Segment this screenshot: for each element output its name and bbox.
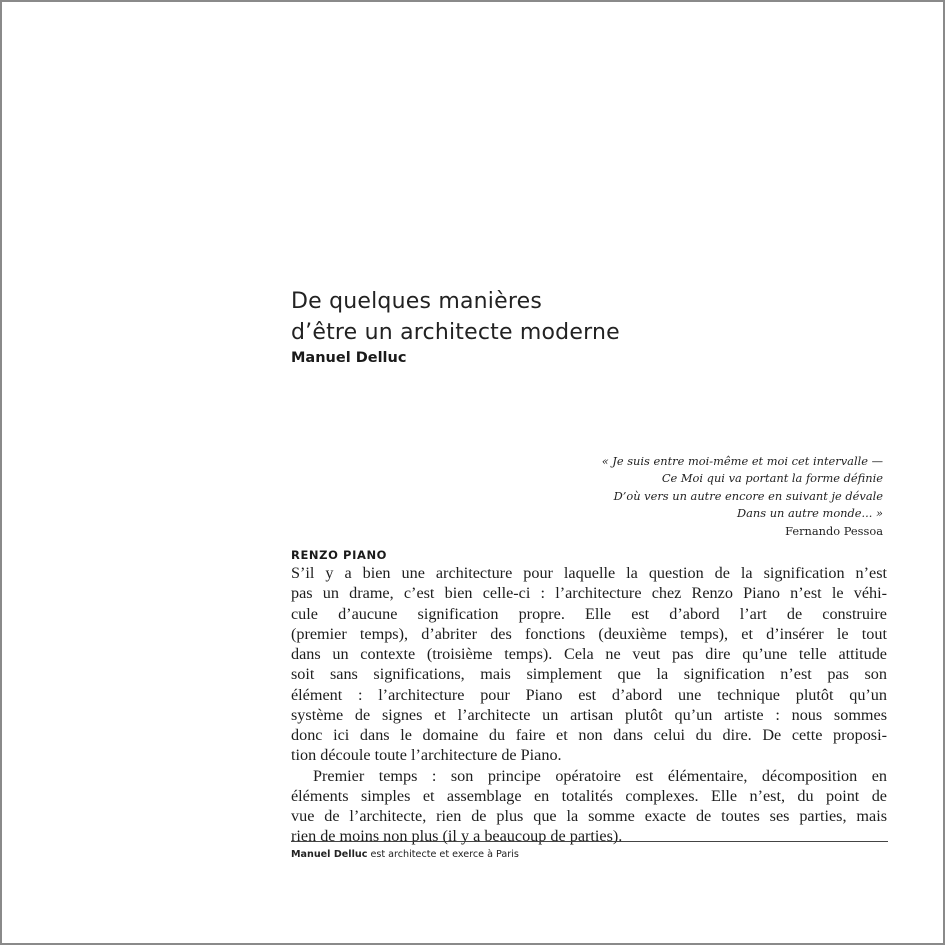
title-line-2: d’être un architecte moderne — [291, 320, 620, 345]
text-line: donc ici dans le domaine du faire et non dans celui du dire. De cette proposi- — [291, 726, 887, 744]
epigraph-line: « Je suis entre moi-même et moi cet intervalle — — [601, 454, 883, 468]
footnote — [291, 849, 519, 860]
text-line: élément : l’architecture pour Piano est d’abord une technique plutôt qu’un — [291, 685, 887, 704]
text-line: (premier temps), d’abriter des fonctions (deuxième temps), et d’insérer le tout — [291, 624, 887, 643]
text-line: dans un contexte (troisième temps). Cela ne veut pas dire qu’une telle attitude — [291, 645, 887, 663]
text-line: éléments simples et assemblage en totalités complexes. Elle n’est, du point de — [291, 786, 887, 805]
body-text — [291, 563, 887, 847]
epigraph-attribution: Fernando Pessoa — [785, 523, 883, 538]
section-heading: RENZO PIANO — [291, 548, 388, 562]
text-line: cule d’aucune signification propre. Elle est d’abord l’art de construire — [291, 604, 887, 623]
footnote-text: est architecte et exerce à Paris — [367, 849, 519, 860]
epigraph-line: Ce Moi qui va portant la forme définie — [661, 471, 883, 486]
footnote-divider — [291, 841, 888, 842]
epigraph-line: Dans un autre monde... » — [736, 506, 883, 521]
text-line: pas un drame, c’est bien celle-ci : l’architecture chez Renzo Piano n’est le véhi- — [291, 584, 887, 603]
text-line: rien de moins non plus (il y a beaucoup de parties). — [291, 827, 623, 846]
title-line-1: De quelques manières — [291, 289, 542, 314]
text-line: vue de l’architecte, rien de plus que la somme exacte de toutes ses parties, mais — [291, 807, 887, 825]
epigraph — [602, 453, 883, 540]
article-title — [291, 286, 620, 348]
footnote-name: Manuel Delluc — [291, 849, 368, 860]
text-line: système de signes et l’architecte un artisan plutôt qu’un artiste : nous sommes — [291, 705, 887, 724]
epigraph-line: D’où vers un autre encore en suivant je dévale — [613, 488, 883, 503]
text-line: S’il y a bien une architecture pour laquelle la question de la signification n’est — [291, 564, 887, 582]
text-line: Premier temps : son principe opératoire est élémentaire, décomposition en — [313, 766, 887, 785]
text-line: soit sans significations, mais simplement que la signification n’est pas son — [291, 665, 887, 684]
article-author: Manuel Delluc — [291, 350, 407, 366]
text-line: tion découle toute l’architecture de Piano. — [291, 746, 562, 765]
